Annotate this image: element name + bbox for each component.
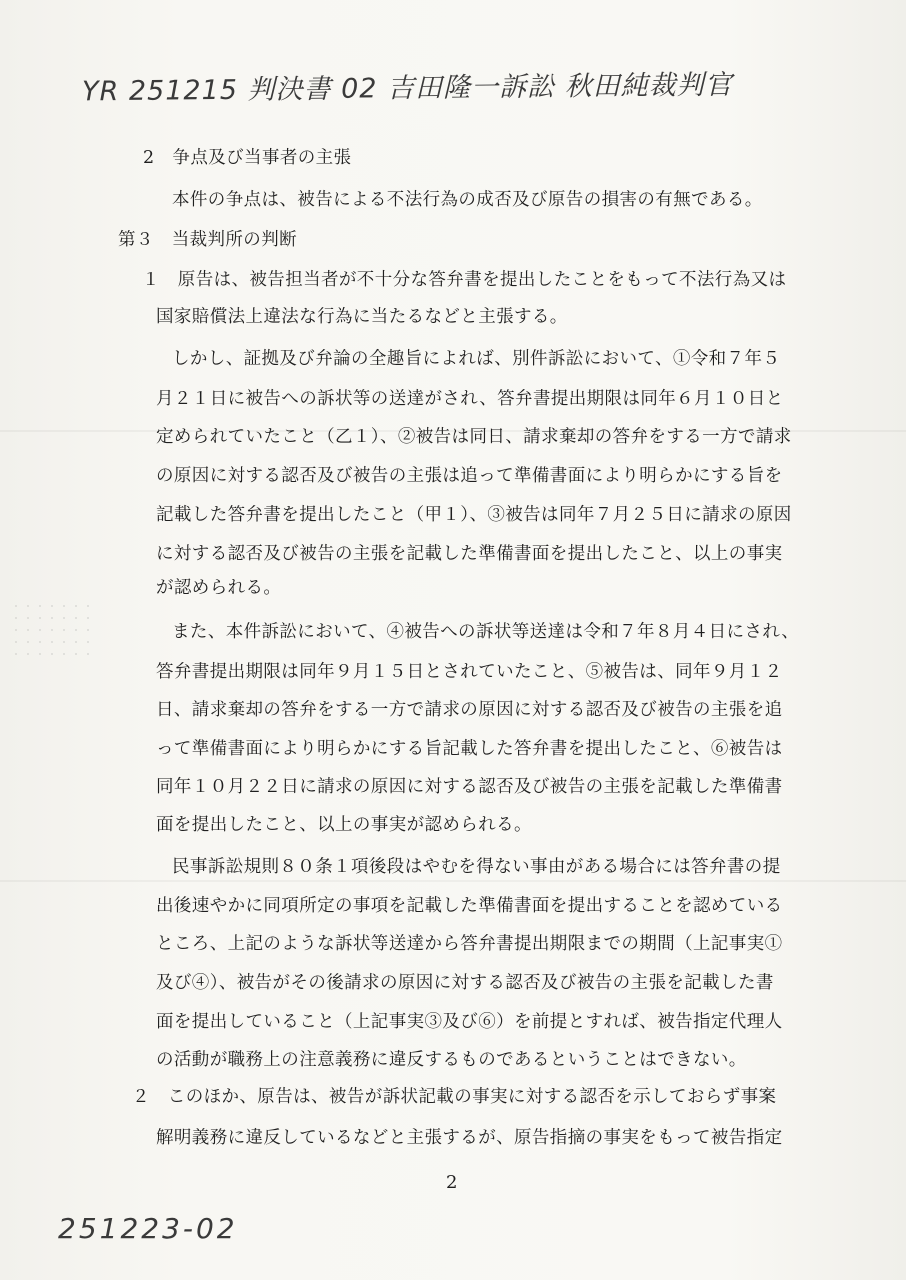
- handwritten-header-note: YR 251215 判決書 02 吉田隆一訴訟 秋田純裁判官: [81, 69, 733, 108]
- paper-fold: [0, 880, 906, 882]
- body-line: 同年１０月２２日に請求の原因に対する認否及び被告の主張を記載した準備書: [156, 777, 783, 797]
- body-line: 日、請求棄却の答弁をする一方で請求の原因に対する認否及び被告の主張を追: [156, 700, 783, 720]
- body-line: 月２１日に被告への訴状等の送達がされ、答弁書提出期限は同年６月１０日と: [156, 389, 784, 409]
- body-line: 面を提出していること（上記事実③及び⑥）を前提とすれば、被告指定代理人: [156, 1012, 783, 1032]
- body-line: １ 原告は、被告担当者が不十分な答弁書を提出したことをもって不法行為又は: [142, 270, 787, 290]
- body-line: 出後速やかに同項所定の事項を記載した準備書面を提出することを認めている: [156, 896, 783, 916]
- body-line: 及び④）、被告がその後請求の原因に対する認否及び被告の主張を記載した書: [156, 973, 774, 993]
- body-line: 国家賠償法上違法な行為に当たるなどと主張する。: [156, 307, 568, 327]
- chapter-heading: 第３ 当裁判所の判断: [118, 230, 297, 250]
- body-line: が認められる。: [156, 578, 282, 598]
- body-line: 答弁書提出期限は同年９月１５日とされていたこと、⑤被告は、同年９月１２: [156, 662, 783, 682]
- body-line: の活動が職務上の注意義務に違反するものであるということはできない。: [156, 1050, 747, 1070]
- body-line: って準備書面により明らかにする旨記載した答弁書を提出したこと、⑥被告は: [156, 739, 783, 759]
- body-line: しかし、証拠及び弁論の全趣旨によれば、別件訴訟において、①令和７年５: [172, 349, 781, 369]
- body-line: 記載した答弁書を提出したこと（甲１）、③被告は同年７月２５日に請求の原因: [156, 505, 792, 525]
- body-line: 本件の争点は、被告による不法行為の成否及び原告の損害の有無である。: [172, 190, 763, 210]
- handwritten-footer-note: 251223-02: [58, 1212, 238, 1245]
- page-number: 2: [446, 1172, 458, 1193]
- section-heading: 2 争点及び当事者の主張: [143, 148, 352, 168]
- body-line: 解明義務に違反しているなどと主張するが、原告指摘の事実をもって被告指定: [156, 1128, 783, 1148]
- numbered-paragraph: ２ このほか、原告は、被告が訴状記載の事実に対する認否を示しておらず事案: [132, 1087, 777, 1107]
- body-line: ところ、上記のような訴状等送達から答弁書提出期限までの期間（上記事実①: [156, 934, 783, 954]
- body-line: の原因に対する認否及び被告の主張は追って準備書面により明らかにする旨を: [156, 466, 783, 486]
- body-line: また、本件訴訟において、④被告への訴状等送達は令和７年８月４日にされ、: [172, 622, 800, 642]
- body-line: 面を提出したこと、以上の事実が認められる。: [156, 815, 532, 835]
- body-line: 民事訴訟規則８０条１項後段はやむを得ない事由がある場合には答弁書の提: [172, 857, 781, 877]
- body-line: に対する認否及び被告の主張を記載した準備書面を提出したこと、以上の事実: [156, 544, 783, 564]
- body-line: 定められていたこと（乙１）、②被告は同日、請求棄却の答弁をする一方で請求: [156, 427, 792, 447]
- paper-texture: [10, 600, 90, 660]
